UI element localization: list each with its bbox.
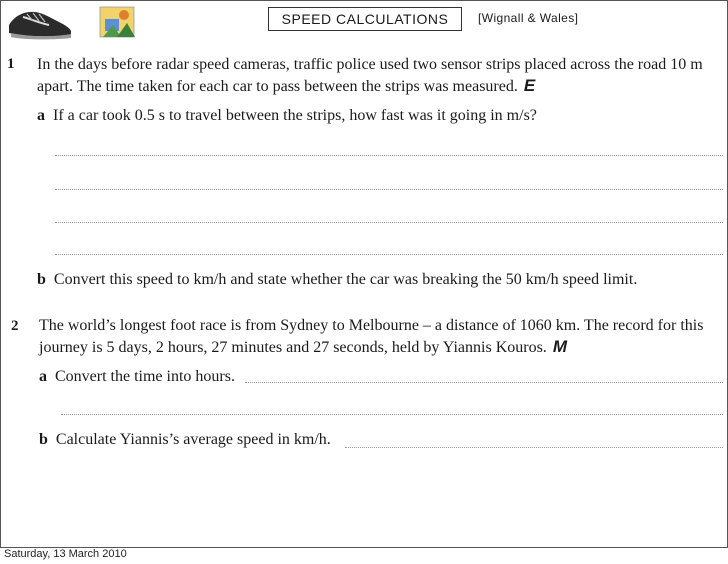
answer-line — [55, 155, 723, 156]
question-2-number: 2 — [11, 318, 19, 334]
source-credit: [Wignall & Wales] — [478, 11, 579, 25]
answer-line — [345, 447, 723, 448]
question-1-number: 1 — [7, 56, 15, 72]
answer-line — [55, 222, 723, 223]
level-mark: E — [523, 76, 536, 95]
footer-date: Saturday, 13 March 2010 — [4, 548, 127, 560]
question-1-line-1: In the days before radar speed cameras, traffic police used two sensor strips placed across the road 10 m — [37, 56, 703, 73]
answer-line — [55, 254, 723, 255]
question-1-line-2: apart. The time taken for each car to pass between the strips was measured. E — [37, 76, 536, 95]
question-1b: b Convert this speed to km/h and state whether the car was breaking the 50 km/h speed limit. — [37, 271, 638, 288]
answer-line — [61, 414, 723, 415]
answer-line — [245, 382, 723, 383]
level-mark: M — [552, 337, 567, 356]
running-shoe-icon — [5, 3, 73, 41]
answer-line — [55, 189, 723, 190]
question-2-line-1: The world’s longest foot race is from Sydney to Melbourne – a distance of 1060 km. The record for this — [39, 317, 704, 334]
question-2a: a Convert the time into hours. — [39, 368, 235, 385]
question-2-line-2: journey is 5 days, 2 hours, 27 minutes and 27 seconds, held by Yiannis Kouros. M — [39, 337, 567, 356]
page-title: SPEED CALCULATIONS — [268, 7, 462, 31]
clipart-icon — [97, 1, 137, 41]
question-1a: a If a car took 0.5 s to travel between the strips, how fast was it going in m/s? — [37, 107, 537, 124]
question-2b: b Calculate Yiannis’s average speed in km/h. — [39, 431, 331, 448]
